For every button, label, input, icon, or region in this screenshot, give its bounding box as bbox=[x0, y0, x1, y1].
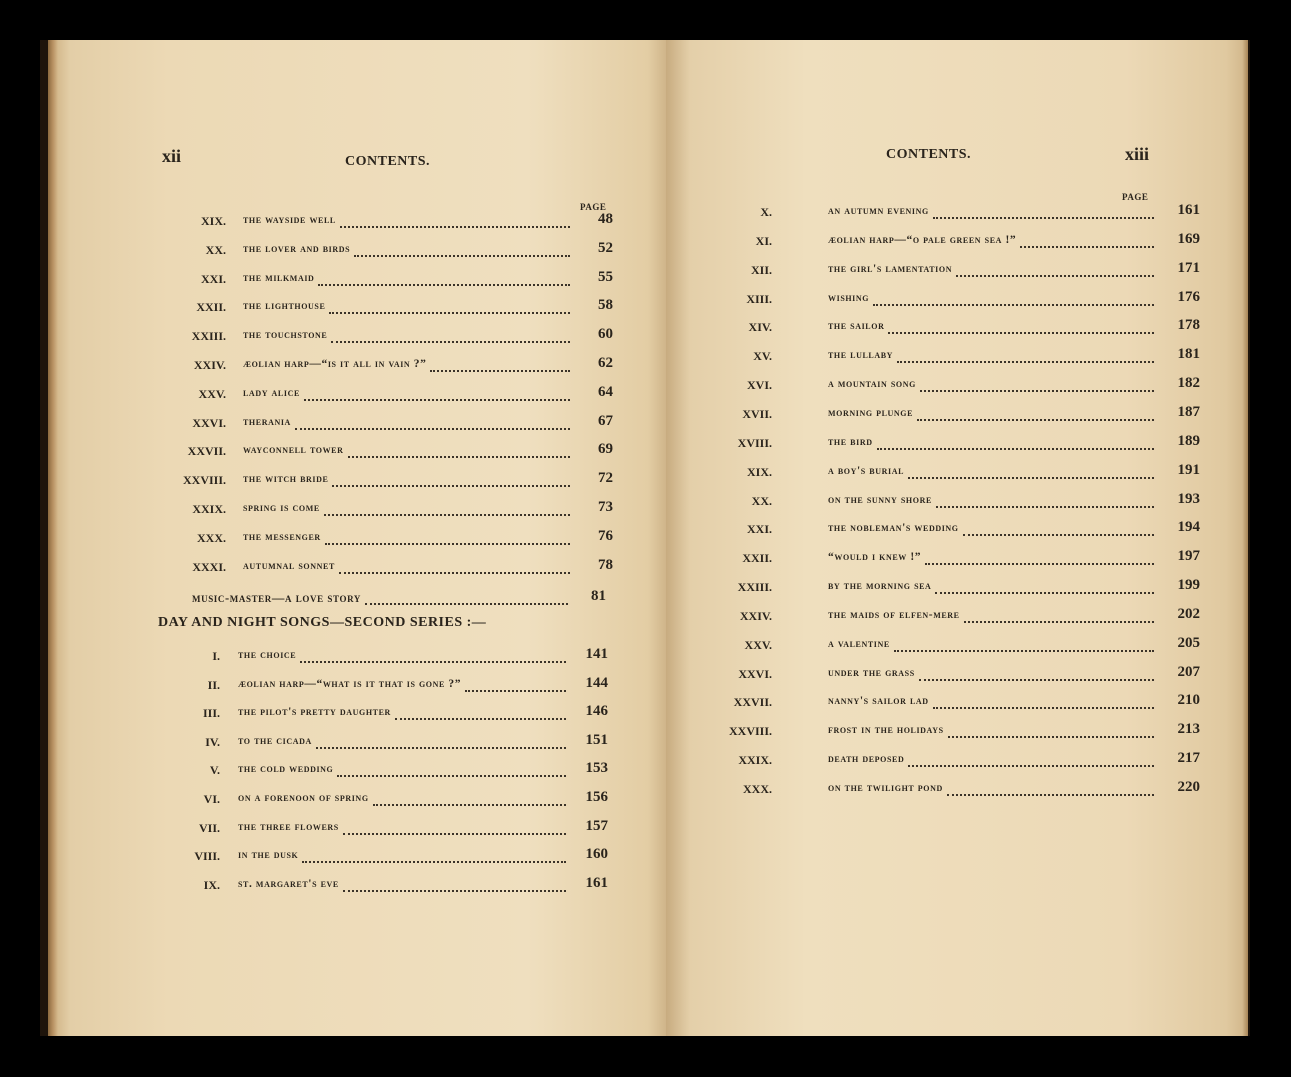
leader-dots bbox=[917, 419, 1154, 421]
entry-number: I. bbox=[212, 649, 220, 663]
leader-dots bbox=[964, 621, 1154, 623]
entry-number: XX. bbox=[205, 242, 226, 257]
entry-number: VI. bbox=[203, 792, 220, 806]
toc-entry bbox=[48, 789, 668, 810]
entry-number: XXVIII. bbox=[182, 473, 226, 488]
entry-number: XXIX. bbox=[192, 502, 226, 516]
entry-title: wishing bbox=[828, 291, 870, 304]
entry-title: lady alice bbox=[243, 386, 300, 399]
entry-page: 151 bbox=[585, 731, 608, 748]
page-column-label: PAGE bbox=[1122, 192, 1149, 202]
entry-page: 178 bbox=[1177, 317, 1200, 334]
leader-dots bbox=[373, 804, 566, 806]
entry-number: XXIV. bbox=[193, 358, 226, 372]
entry-page: 55 bbox=[598, 268, 613, 285]
toc-entry bbox=[48, 211, 668, 232]
entry-title: the maids of elfen-mere bbox=[828, 608, 960, 621]
leader-dots bbox=[318, 284, 570, 286]
entry-page: 161 bbox=[1177, 202, 1200, 218]
entry-page: 171 bbox=[1177, 259, 1200, 276]
entry-title: the bird bbox=[828, 435, 873, 448]
entry-title: the messenger bbox=[243, 530, 321, 543]
leader-dots bbox=[316, 747, 566, 749]
entry-title: morning plunge bbox=[828, 406, 914, 419]
entry-title: the milkmaid bbox=[243, 271, 315, 284]
entry-number: XXVII. bbox=[187, 444, 226, 459]
entry-page: 199 bbox=[1177, 577, 1200, 594]
entry-title: the wayside well bbox=[243, 214, 336, 226]
toc-entry bbox=[48, 817, 668, 839]
leader-dots bbox=[395, 718, 566, 720]
toc-entry bbox=[666, 346, 1248, 367]
toc-entry bbox=[48, 326, 668, 347]
leader-dots bbox=[329, 312, 570, 314]
toc-entry bbox=[666, 259, 1248, 281]
leader-dots bbox=[933, 217, 1154, 219]
toc-entry bbox=[48, 646, 668, 667]
page-edge bbox=[1242, 40, 1248, 1036]
entry-title: æolian harp—“is it all in vain ?” bbox=[243, 358, 427, 370]
entry-page: 73 bbox=[598, 499, 613, 515]
right-page bbox=[666, 40, 1248, 1036]
entry-page: 217 bbox=[1177, 750, 1200, 767]
leader-dots bbox=[947, 794, 1154, 796]
entry-number: VII. bbox=[198, 820, 220, 835]
leader-dots bbox=[365, 603, 568, 605]
entry-number: XII. bbox=[750, 262, 772, 277]
entry-number: XIII. bbox=[746, 291, 772, 306]
leader-dots bbox=[877, 448, 1154, 450]
page-number: xii bbox=[162, 146, 182, 166]
leader-dots bbox=[332, 485, 570, 487]
leader-dots bbox=[465, 690, 566, 692]
entry-page: 160 bbox=[585, 846, 608, 863]
toc-entry bbox=[48, 297, 668, 318]
entry-title: the cold wedding bbox=[238, 763, 334, 776]
entry-title: the three flowers bbox=[238, 820, 339, 833]
entry-title: on a forenoon of spring bbox=[238, 792, 369, 804]
entry-page: 69 bbox=[598, 441, 613, 458]
leader-dots bbox=[325, 543, 570, 545]
entry-number: II. bbox=[207, 677, 220, 692]
leader-dots bbox=[1020, 246, 1154, 248]
entry-page: 197 bbox=[1177, 548, 1200, 565]
entry-title: to the cicada bbox=[238, 734, 312, 747]
leader-dots bbox=[936, 506, 1154, 508]
leader-dots bbox=[304, 399, 570, 401]
entry-page: 81 bbox=[591, 588, 606, 604]
entry-title: the lullaby bbox=[828, 349, 894, 362]
entry-page: 153 bbox=[585, 760, 608, 777]
toc-entry bbox=[666, 634, 1248, 656]
leader-dots bbox=[933, 707, 1154, 709]
entry-page: 78 bbox=[598, 556, 613, 573]
entry-number: XXIV. bbox=[739, 608, 772, 623]
entry-title: autumnal sonnet bbox=[243, 559, 335, 572]
toc-entry bbox=[48, 355, 668, 376]
leader-dots bbox=[935, 592, 1154, 594]
running-head: CONTENTS. bbox=[886, 147, 972, 162]
entry-title: frost in the holidays bbox=[828, 724, 944, 737]
toc-entry bbox=[666, 721, 1248, 742]
entry-page: 213 bbox=[1177, 721, 1200, 738]
entry-page: 202 bbox=[1177, 605, 1200, 622]
entry-number: XIX. bbox=[746, 464, 772, 479]
entry-title: death deposed bbox=[828, 753, 905, 766]
entry-number: XI. bbox=[755, 233, 772, 248]
entry-title: spring is come bbox=[243, 502, 320, 514]
entry-page: 193 bbox=[1177, 490, 1200, 507]
toc-entry bbox=[666, 519, 1248, 540]
running-head: CONTENTS. bbox=[345, 154, 431, 169]
entry-number: XXVI. bbox=[738, 666, 772, 681]
entry-number: XXXI. bbox=[192, 559, 226, 574]
toc-entry bbox=[48, 239, 668, 261]
entry-page: 64 bbox=[598, 383, 613, 400]
entry-title: a boy's burial bbox=[828, 464, 905, 477]
entry-number: XXII. bbox=[742, 551, 772, 566]
entry-page: 182 bbox=[1177, 375, 1200, 392]
entry-title: a valentine bbox=[828, 637, 890, 650]
toc-entry bbox=[48, 441, 668, 462]
leader-dots bbox=[300, 661, 566, 663]
entry-page: 52 bbox=[598, 239, 613, 256]
entry-title: the girl's lamentation bbox=[828, 262, 953, 275]
entry-page: 194 bbox=[1177, 519, 1200, 536]
entry-page: 189 bbox=[1177, 432, 1200, 449]
toc-entry bbox=[666, 692, 1248, 713]
entry-page: 146 bbox=[585, 703, 608, 720]
toc-entry bbox=[666, 605, 1248, 627]
entry-page: 156 bbox=[585, 789, 608, 805]
entry-title: the nobleman's wedding bbox=[828, 522, 959, 535]
leader-dots bbox=[430, 370, 570, 372]
leader-dots bbox=[956, 275, 1154, 277]
toc-entry bbox=[48, 674, 668, 696]
entry-page: 191 bbox=[1177, 461, 1200, 478]
entry-number: X. bbox=[760, 205, 772, 219]
entry-page: 48 bbox=[598, 211, 613, 227]
entry-title: on the sunny shore bbox=[828, 493, 932, 506]
leader-dots bbox=[894, 650, 1154, 652]
entry-title: the touchstone bbox=[243, 329, 328, 342]
leader-dots bbox=[925, 563, 1154, 565]
entry-title: æolian harp—“what is it that is gone ?” bbox=[238, 677, 462, 690]
entry-title: the lighthouse bbox=[243, 300, 326, 313]
entry-title: in the dusk bbox=[238, 849, 299, 862]
entry-page: 58 bbox=[598, 297, 613, 314]
leader-dots bbox=[337, 775, 566, 777]
entry-page: 181 bbox=[1177, 346, 1200, 363]
toc-entry bbox=[666, 663, 1248, 685]
leader-dots bbox=[920, 390, 1154, 392]
entry-title: st. margaret's eve bbox=[238, 877, 339, 890]
entry-title: nanny's sailor lad bbox=[828, 695, 929, 708]
entry-number: XXII. bbox=[196, 300, 226, 315]
toc-entry bbox=[666, 779, 1248, 800]
entry-title: music-master—a love story bbox=[192, 591, 361, 605]
entry-number: XXI. bbox=[746, 522, 772, 537]
leader-dots bbox=[919, 679, 1154, 681]
entry-number: XIX. bbox=[200, 214, 226, 228]
entry-number: V. bbox=[209, 763, 220, 778]
entry-page: 205 bbox=[1177, 634, 1200, 651]
entry-title: æolian harp—“o pale green sea !” bbox=[828, 233, 1017, 246]
toc-entry bbox=[666, 548, 1248, 569]
toc-entry bbox=[48, 556, 668, 578]
entry-number: VIII. bbox=[194, 849, 220, 864]
toc-entry bbox=[666, 230, 1248, 252]
toc-entry bbox=[666, 403, 1248, 425]
entry-page: 62 bbox=[598, 355, 613, 371]
entry-title: an autumn evening bbox=[828, 205, 929, 217]
entry-title: “would i knew !” bbox=[828, 551, 922, 564]
toc-entry bbox=[666, 202, 1248, 223]
entry-title: the sailor bbox=[828, 320, 885, 333]
entry-number: XXIII. bbox=[737, 580, 772, 595]
entry-number: XVII. bbox=[742, 406, 772, 421]
entry-title: therania bbox=[243, 415, 291, 428]
leader-dots bbox=[348, 456, 570, 458]
entry-page: 210 bbox=[1177, 692, 1200, 709]
toc-entry bbox=[666, 490, 1248, 512]
toc-entry bbox=[48, 846, 668, 867]
entry-page: 144 bbox=[585, 674, 608, 691]
toc-entry bbox=[48, 470, 668, 491]
entry-number: XXX. bbox=[197, 530, 226, 545]
entry-page: 176 bbox=[1177, 288, 1200, 305]
entry-page: 60 bbox=[598, 326, 613, 343]
leader-dots bbox=[302, 861, 566, 863]
page-column-label: PAGE bbox=[580, 202, 607, 212]
entry-page: 161 bbox=[585, 874, 608, 891]
entry-page: 67 bbox=[598, 412, 613, 429]
entry-number: XVI. bbox=[746, 378, 772, 393]
entry-number: XXV. bbox=[744, 637, 772, 652]
toc-entry bbox=[48, 874, 668, 896]
entry-page: 220 bbox=[1177, 779, 1200, 795]
entry-title: by the morning sea bbox=[828, 580, 932, 593]
entry-number: III. bbox=[202, 706, 220, 721]
entry-number: XXVI. bbox=[192, 415, 226, 430]
leader-dots bbox=[340, 226, 570, 228]
entry-title: the choice bbox=[238, 649, 297, 661]
toc-entry bbox=[666, 288, 1248, 310]
leader-dots bbox=[343, 833, 566, 835]
entry-number: XXX. bbox=[743, 782, 772, 796]
entry-page: 187 bbox=[1177, 403, 1200, 420]
toc-entry bbox=[666, 577, 1248, 598]
toc-entry bbox=[48, 412, 668, 434]
leader-dots bbox=[948, 736, 1154, 738]
toc-entry bbox=[48, 731, 668, 753]
leader-dots bbox=[963, 534, 1154, 536]
entry-page: 207 bbox=[1177, 663, 1200, 680]
toc-entry bbox=[48, 499, 668, 520]
toc-entry bbox=[666, 432, 1248, 454]
entry-number: XXIX. bbox=[738, 753, 772, 768]
toc-entry bbox=[48, 383, 668, 405]
leader-dots bbox=[908, 765, 1154, 767]
leader-dots bbox=[324, 514, 570, 516]
entry-number: XIV. bbox=[748, 320, 772, 335]
toc-entry bbox=[48, 268, 668, 290]
page-number: xiii bbox=[1125, 144, 1150, 164]
entry-page: 169 bbox=[1177, 230, 1200, 247]
toc-entry bbox=[48, 760, 668, 781]
entry-title: the witch bride bbox=[243, 473, 329, 486]
entry-title: wayconnell tower bbox=[243, 444, 344, 457]
entry-number: XXI. bbox=[200, 271, 226, 286]
leader-dots bbox=[343, 890, 566, 892]
entry-title: the lover and birds bbox=[243, 242, 351, 255]
entry-number: IV. bbox=[205, 734, 220, 749]
entry-number: XXVIII. bbox=[728, 724, 772, 739]
entry-title: a mountain song bbox=[828, 378, 916, 391]
entry-number: XV. bbox=[753, 349, 772, 364]
toc-entry bbox=[666, 750, 1248, 771]
leader-dots bbox=[908, 477, 1154, 479]
entry-page: 157 bbox=[585, 817, 608, 834]
section-heading: DAY AND NIGHT SONGS—SECOND SERIES :— bbox=[158, 615, 487, 630]
leader-dots bbox=[339, 572, 570, 574]
leader-dots bbox=[873, 304, 1154, 306]
entry-number: IX. bbox=[203, 877, 220, 892]
leader-dots bbox=[295, 428, 570, 430]
entry-page: 72 bbox=[598, 470, 613, 487]
entry-number: XXIII. bbox=[191, 329, 226, 344]
toc-entry bbox=[666, 461, 1248, 483]
leader-dots bbox=[331, 341, 570, 343]
entry-title: on the twilight pond bbox=[828, 782, 943, 794]
leader-dots bbox=[354, 255, 570, 257]
open-book bbox=[40, 40, 1250, 1036]
leader-dots bbox=[888, 332, 1154, 334]
entry-page: 76 bbox=[598, 527, 613, 544]
toc-entry bbox=[48, 703, 668, 724]
leader-dots bbox=[897, 361, 1154, 363]
entry-title: the pilot's pretty daughter bbox=[238, 706, 391, 719]
left-page bbox=[48, 40, 668, 1036]
entry-number: XXVII. bbox=[733, 695, 772, 710]
toc-entry bbox=[48, 527, 668, 549]
entry-number: XXV. bbox=[198, 386, 226, 401]
toc-entry bbox=[666, 375, 1248, 396]
entry-number: XVIII. bbox=[737, 435, 772, 450]
toc-entry bbox=[48, 588, 668, 609]
entry-number: XX. bbox=[751, 493, 772, 508]
toc-entry bbox=[666, 317, 1248, 338]
entry-title: under the grass bbox=[828, 666, 915, 679]
entry-page: 141 bbox=[585, 646, 608, 662]
